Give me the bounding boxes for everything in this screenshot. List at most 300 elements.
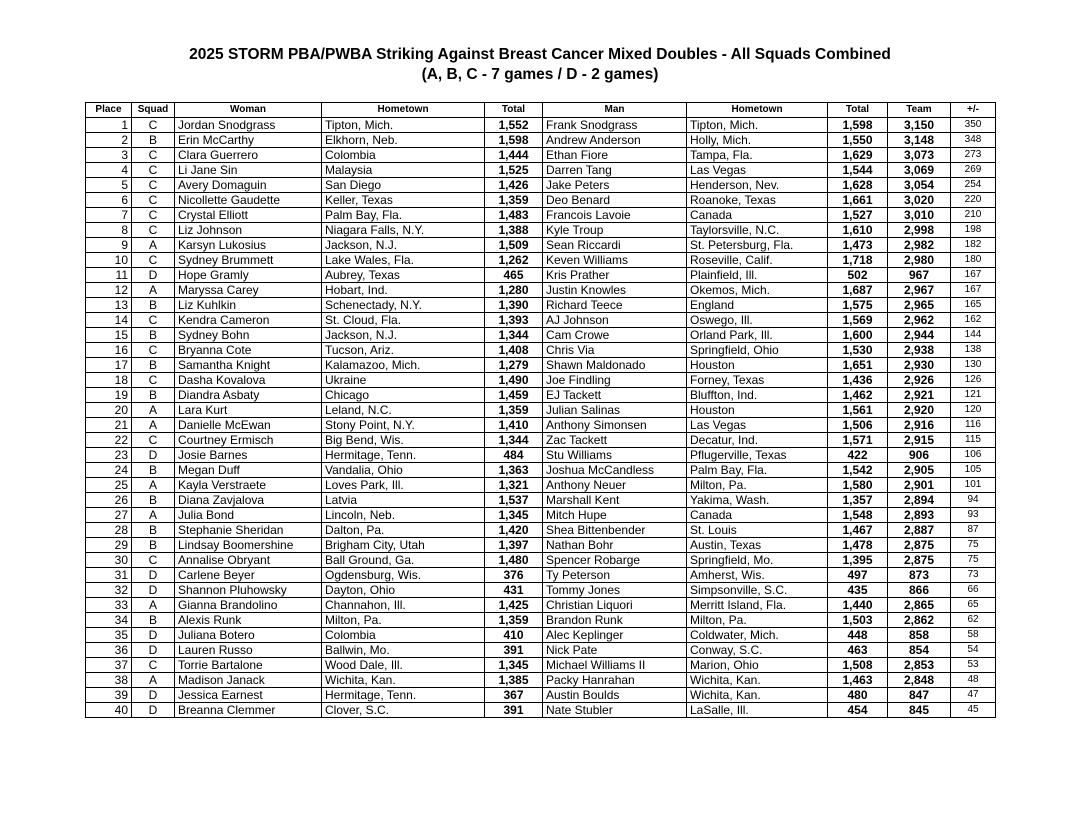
team-cell: 967 — [888, 268, 951, 283]
man-hometown-cell: Marion, Ohio — [687, 658, 828, 673]
place-cell: 21 — [86, 418, 132, 433]
place-cell: 15 — [86, 328, 132, 343]
woman-total-cell: 1,393 — [485, 313, 543, 328]
woman-hometown-cell: Elkhorn, Neb. — [322, 133, 485, 148]
woman-cell: Torrie Bartalone — [175, 658, 322, 673]
man-hometown-cell: Milton, Pa. — [687, 613, 828, 628]
man-cell: Spencer Robarge — [543, 553, 687, 568]
woman-cell: Carlene Beyer — [175, 568, 322, 583]
woman-total-cell: 1,425 — [485, 598, 543, 613]
place-cell: 36 — [86, 643, 132, 658]
man-cell: Sean Riccardi — [543, 238, 687, 253]
man-hometown-cell: Springfield, Mo. — [687, 553, 828, 568]
man-cell: Marshall Kent — [543, 493, 687, 508]
place-cell: 20 — [86, 403, 132, 418]
man-total-cell: 1,718 — [828, 253, 888, 268]
man-total-cell: 1,462 — [828, 388, 888, 403]
man-cell: Tommy Jones — [543, 583, 687, 598]
table-row — [86, 688, 996, 703]
squad-cell: A — [132, 283, 175, 298]
man-total-cell: 1,436 — [828, 373, 888, 388]
squad-cell: A — [132, 673, 175, 688]
place-cell: 29 — [86, 538, 132, 553]
woman-cell: Josie Barnes — [175, 448, 322, 463]
man-hometown-cell: Las Vegas — [687, 163, 828, 178]
woman-cell: Stephanie Sheridan — [175, 523, 322, 538]
team-cell: 2,965 — [888, 298, 951, 313]
table-row — [86, 388, 996, 403]
woman-total-cell: 1,390 — [485, 298, 543, 313]
man-total-cell: 1,651 — [828, 358, 888, 373]
woman-hometown-cell: Dayton, Ohio — [322, 583, 485, 598]
place-cell: 24 — [86, 463, 132, 478]
squad-cell: B — [132, 523, 175, 538]
squad-cell: D — [132, 628, 175, 643]
woman-total-cell: 1,262 — [485, 253, 543, 268]
team-cell: 2,848 — [888, 673, 951, 688]
woman-cell: Annalise Obryant — [175, 553, 322, 568]
table-row — [86, 298, 996, 313]
woman-hometown-cell: Latvia — [322, 493, 485, 508]
man-total-cell: 1,550 — [828, 133, 888, 148]
woman-total-cell: 1,344 — [485, 433, 543, 448]
man-cell: Nathan Bohr — [543, 538, 687, 553]
table-row — [86, 208, 996, 223]
man-total-cell: 463 — [828, 643, 888, 658]
man-total-cell: 1,569 — [828, 313, 888, 328]
man-total-cell: 1,548 — [828, 508, 888, 523]
table-row — [86, 253, 996, 268]
woman-hometown-cell: Jackson, N.J. — [322, 328, 485, 343]
woman-hometown-cell: Lincoln, Neb. — [322, 508, 485, 523]
woman-cell: Avery Domaguin — [175, 178, 322, 193]
table-row — [86, 403, 996, 418]
diff-cell: 120 — [951, 403, 996, 418]
man-cell: Kyle Troup — [543, 223, 687, 238]
place-cell: 25 — [86, 478, 132, 493]
team-cell: 873 — [888, 568, 951, 583]
woman-cell: Danielle McEwan — [175, 418, 322, 433]
woman-cell: Diandra Asbaty — [175, 388, 322, 403]
man-cell: EJ Tackett — [543, 388, 687, 403]
woman-cell: Jordan Snodgrass — [175, 118, 322, 133]
squad-cell: D — [132, 268, 175, 283]
man-hometown-cell: Decatur, Ind. — [687, 433, 828, 448]
woman-cell: Clara Guerrero — [175, 148, 322, 163]
team-cell: 2,962 — [888, 313, 951, 328]
team-cell: 2,887 — [888, 523, 951, 538]
woman-hometown-cell: Dalton, Pa. — [322, 523, 485, 538]
man-hometown-cell: Canada — [687, 208, 828, 223]
woman-total-cell: 1,363 — [485, 463, 543, 478]
woman-hometown-cell: Palm Bay, Fla. — [322, 208, 485, 223]
woman-cell: Juliana Botero — [175, 628, 322, 643]
woman-hometown-cell: Ukraine — [322, 373, 485, 388]
page-subtitle: (A, B, C - 7 games / D - 2 games) — [421, 66, 659, 83]
diff-cell: 350 — [951, 118, 996, 133]
place-cell: 9 — [86, 238, 132, 253]
man-total-cell: 448 — [828, 628, 888, 643]
man-hometown-cell: Yakima, Wash. — [687, 493, 828, 508]
squad-cell: D — [132, 583, 175, 598]
place-cell: 39 — [86, 688, 132, 703]
squad-cell: B — [132, 298, 175, 313]
diff-cell: 94 — [951, 493, 996, 508]
team-cell: 2,893 — [888, 508, 951, 523]
header-place: Place — [86, 103, 132, 118]
table-row — [86, 673, 996, 688]
woman-hometown-cell: Schenectady, N.Y. — [322, 298, 485, 313]
diff-cell: 126 — [951, 373, 996, 388]
man-hometown-cell: St. Louis — [687, 523, 828, 538]
woman-total-cell: 484 — [485, 448, 543, 463]
diff-cell: 220 — [951, 193, 996, 208]
man-cell: Chris Via — [543, 343, 687, 358]
place-cell: 7 — [86, 208, 132, 223]
woman-cell: Shannon Pluhowsky — [175, 583, 322, 598]
woman-total-cell: 1,410 — [485, 418, 543, 433]
woman-total-cell: 1,321 — [485, 478, 543, 493]
man-hometown-cell: Canada — [687, 508, 828, 523]
team-cell: 2,916 — [888, 418, 951, 433]
woman-total-cell: 1,459 — [485, 388, 543, 403]
woman-hometown-cell: Vandalia, Ohio — [322, 463, 485, 478]
woman-total-cell: 1,537 — [485, 493, 543, 508]
man-total-cell: 1,395 — [828, 553, 888, 568]
place-cell: 40 — [86, 703, 132, 718]
team-cell: 3,148 — [888, 133, 951, 148]
woman-cell: Karsyn Lukosius — [175, 238, 322, 253]
man-total-cell: 1,661 — [828, 193, 888, 208]
woman-total-cell: 1,279 — [485, 358, 543, 373]
woman-cell: Nicollette Gaudette — [175, 193, 322, 208]
squad-cell: C — [132, 163, 175, 178]
man-total-cell: 1,440 — [828, 598, 888, 613]
squad-cell: C — [132, 343, 175, 358]
woman-cell: Gianna Brandolino — [175, 598, 322, 613]
man-hometown-cell: Las Vegas — [687, 418, 828, 433]
table-row — [86, 268, 996, 283]
squad-cell: D — [132, 703, 175, 718]
team-cell: 3,020 — [888, 193, 951, 208]
team-cell: 2,920 — [888, 403, 951, 418]
man-hometown-cell: LaSalle, Ill. — [687, 703, 828, 718]
man-hometown-cell: Pflugerville, Texas — [687, 448, 828, 463]
woman-total-cell: 391 — [485, 703, 543, 718]
woman-cell: Megan Duff — [175, 463, 322, 478]
man-hometown-cell: England — [687, 298, 828, 313]
table-row — [86, 643, 996, 658]
woman-total-cell: 465 — [485, 268, 543, 283]
team-cell: 866 — [888, 583, 951, 598]
man-total-cell: 1,571 — [828, 433, 888, 448]
man-cell: Justin Knowles — [543, 283, 687, 298]
table-row — [86, 133, 996, 148]
place-cell: 2 — [86, 133, 132, 148]
diff-cell: 130 — [951, 358, 996, 373]
diff-cell: 75 — [951, 553, 996, 568]
place-cell: 12 — [86, 283, 132, 298]
man-hometown-cell: Houston — [687, 358, 828, 373]
man-cell: Richard Teece — [543, 298, 687, 313]
table-row — [86, 148, 996, 163]
header-woman-hometown: Hometown — [322, 103, 485, 118]
team-cell: 2,930 — [888, 358, 951, 373]
page-title: 2025 STORM PBA/PWBA Striking Against Breast Cancer Mixed Doubles - All Squads Combined — [189, 46, 891, 63]
header-man-hometown: Hometown — [687, 103, 828, 118]
table-row — [86, 613, 996, 628]
man-hometown-cell: Conway, S.C. — [687, 643, 828, 658]
woman-hometown-cell: Jackson, N.J. — [322, 238, 485, 253]
squad-cell: B — [132, 613, 175, 628]
man-total-cell: 1,575 — [828, 298, 888, 313]
woman-hometown-cell: Hermitage, Tenn. — [322, 448, 485, 463]
team-cell: 3,069 — [888, 163, 951, 178]
woman-hometown-cell: Malaysia — [322, 163, 485, 178]
table-row — [86, 283, 996, 298]
man-hometown-cell: Palm Bay, Fla. — [687, 463, 828, 478]
squad-cell: A — [132, 403, 175, 418]
man-hometown-cell: Forney, Texas — [687, 373, 828, 388]
place-cell: 10 — [86, 253, 132, 268]
man-total-cell: 1,527 — [828, 208, 888, 223]
team-cell: 2,944 — [888, 328, 951, 343]
place-cell: 30 — [86, 553, 132, 568]
woman-total-cell: 1,444 — [485, 148, 543, 163]
team-cell: 2,905 — [888, 463, 951, 478]
woman-total-cell: 1,426 — [485, 178, 543, 193]
diff-cell: 269 — [951, 163, 996, 178]
diff-cell: 62 — [951, 613, 996, 628]
man-hometown-cell: Amherst, Wis. — [687, 568, 828, 583]
squad-cell: C — [132, 553, 175, 568]
place-cell: 16 — [86, 343, 132, 358]
woman-cell: Kayla Verstraete — [175, 478, 322, 493]
man-total-cell: 1,598 — [828, 118, 888, 133]
squad-cell: D — [132, 568, 175, 583]
squad-cell: C — [132, 433, 175, 448]
diff-cell: 254 — [951, 178, 996, 193]
place-cell: 19 — [86, 388, 132, 403]
man-total-cell: 1,629 — [828, 148, 888, 163]
man-total-cell: 1,357 — [828, 493, 888, 508]
man-cell: Stu Williams — [543, 448, 687, 463]
place-cell: 14 — [86, 313, 132, 328]
man-total-cell: 1,561 — [828, 403, 888, 418]
woman-total-cell: 1,359 — [485, 403, 543, 418]
squad-cell: A — [132, 598, 175, 613]
squad-cell: B — [132, 538, 175, 553]
woman-cell: Maryssa Carey — [175, 283, 322, 298]
woman-hometown-cell: Stony Point, N.Y. — [322, 418, 485, 433]
diff-cell: 115 — [951, 433, 996, 448]
woman-total-cell: 1,408 — [485, 343, 543, 358]
man-hometown-cell: Tipton, Mich. — [687, 118, 828, 133]
man-cell: Mitch Hupe — [543, 508, 687, 523]
woman-cell: Hope Gramly — [175, 268, 322, 283]
diff-cell: 138 — [951, 343, 996, 358]
squad-cell: D — [132, 643, 175, 658]
diff-cell: 58 — [951, 628, 996, 643]
woman-total-cell: 1,483 — [485, 208, 543, 223]
man-cell: Keven Williams — [543, 253, 687, 268]
team-cell: 858 — [888, 628, 951, 643]
team-cell: 2,980 — [888, 253, 951, 268]
man-hometown-cell: St. Petersburg, Fla. — [687, 238, 828, 253]
diff-cell: 121 — [951, 388, 996, 403]
man-cell: Jake Peters — [543, 178, 687, 193]
team-cell: 2,967 — [888, 283, 951, 298]
woman-cell: Jessica Earnest — [175, 688, 322, 703]
woman-hometown-cell: Ogdensburg, Wis. — [322, 568, 485, 583]
woman-hometown-cell: Tipton, Mich. — [322, 118, 485, 133]
woman-cell: Erin McCarthy — [175, 133, 322, 148]
place-cell: 6 — [86, 193, 132, 208]
squad-cell: D — [132, 448, 175, 463]
diff-cell: 167 — [951, 268, 996, 283]
diff-cell: 165 — [951, 298, 996, 313]
woman-cell: Lindsay Boomershine — [175, 538, 322, 553]
squad-cell: C — [132, 313, 175, 328]
man-cell: Andrew Anderson — [543, 133, 687, 148]
man-total-cell: 497 — [828, 568, 888, 583]
diff-cell: 106 — [951, 448, 996, 463]
woman-total-cell: 1,388 — [485, 223, 543, 238]
diff-cell: 101 — [951, 478, 996, 493]
header-row — [86, 103, 996, 118]
squad-cell: B — [132, 463, 175, 478]
man-hometown-cell: Roanoke, Texas — [687, 193, 828, 208]
table-row — [86, 478, 996, 493]
woman-cell: Sydney Bohn — [175, 328, 322, 343]
man-cell: Francois Lavoie — [543, 208, 687, 223]
woman-hometown-cell: Chicago — [322, 388, 485, 403]
man-total-cell: 502 — [828, 268, 888, 283]
man-cell: Brandon Runk — [543, 613, 687, 628]
place-cell: 13 — [86, 298, 132, 313]
woman-hometown-cell: Ballwin, Mo. — [322, 643, 485, 658]
woman-total-cell: 1,345 — [485, 658, 543, 673]
woman-total-cell: 1,280 — [485, 283, 543, 298]
woman-cell: Lara Kurt — [175, 403, 322, 418]
woman-hometown-cell: Wichita, Kan. — [322, 673, 485, 688]
team-cell: 906 — [888, 448, 951, 463]
place-cell: 8 — [86, 223, 132, 238]
diff-cell: 45 — [951, 703, 996, 718]
man-hometown-cell: Henderson, Nev. — [687, 178, 828, 193]
man-cell: Anthony Neuer — [543, 478, 687, 493]
man-hometown-cell: Taylorsville, N.C. — [687, 223, 828, 238]
man-cell: Deo Benard — [543, 193, 687, 208]
man-total-cell: 1,506 — [828, 418, 888, 433]
place-cell: 5 — [86, 178, 132, 193]
squad-cell: A — [132, 418, 175, 433]
man-total-cell: 1,580 — [828, 478, 888, 493]
woman-total-cell: 431 — [485, 583, 543, 598]
header-man: Man — [543, 103, 687, 118]
man-hometown-cell: Springfield, Ohio — [687, 343, 828, 358]
diff-cell: 162 — [951, 313, 996, 328]
table-row — [86, 553, 996, 568]
table-row — [86, 448, 996, 463]
team-cell: 2,998 — [888, 223, 951, 238]
man-total-cell: 1,610 — [828, 223, 888, 238]
squad-cell: B — [132, 388, 175, 403]
man-hometown-cell: Tampa, Fla. — [687, 148, 828, 163]
team-cell: 845 — [888, 703, 951, 718]
table-row — [86, 328, 996, 343]
woman-total-cell: 1,552 — [485, 118, 543, 133]
woman-total-cell: 1,525 — [485, 163, 543, 178]
team-cell: 3,150 — [888, 118, 951, 133]
table-row — [86, 463, 996, 478]
woman-hometown-cell: Kalamazoo, Mich. — [322, 358, 485, 373]
table-row — [86, 418, 996, 433]
man-hometown-cell: Wichita, Kan. — [687, 673, 828, 688]
woman-total-cell: 391 — [485, 643, 543, 658]
man-total-cell: 1,503 — [828, 613, 888, 628]
man-cell: AJ Johnson — [543, 313, 687, 328]
table-row — [86, 178, 996, 193]
place-cell: 18 — [86, 373, 132, 388]
woman-cell: Bryanna Cote — [175, 343, 322, 358]
table-row — [86, 193, 996, 208]
woman-hometown-cell: St. Cloud, Fla. — [322, 313, 485, 328]
man-hometown-cell: Merritt Island, Fla. — [687, 598, 828, 613]
squad-cell: C — [132, 658, 175, 673]
man-hometown-cell: Okemos, Mich. — [687, 283, 828, 298]
place-cell: 37 — [86, 658, 132, 673]
team-cell: 3,054 — [888, 178, 951, 193]
man-cell: Cam Crowe — [543, 328, 687, 343]
place-cell: 31 — [86, 568, 132, 583]
standings-table — [85, 102, 996, 718]
diff-cell: 73 — [951, 568, 996, 583]
man-total-cell: 1,478 — [828, 538, 888, 553]
man-cell: Packy Hanrahan — [543, 673, 687, 688]
woman-hometown-cell: Brigham City, Utah — [322, 538, 485, 553]
squad-cell: B — [132, 133, 175, 148]
man-cell: Christian Liquori — [543, 598, 687, 613]
man-hometown-cell: Plainfield, Ill. — [687, 268, 828, 283]
woman-hometown-cell: Hermitage, Tenn. — [322, 688, 485, 703]
woman-total-cell: 1,490 — [485, 373, 543, 388]
man-total-cell: 1,628 — [828, 178, 888, 193]
table-row — [86, 493, 996, 508]
woman-total-cell: 1,344 — [485, 328, 543, 343]
squad-cell: C — [132, 193, 175, 208]
diff-cell: 54 — [951, 643, 996, 658]
place-cell: 34 — [86, 613, 132, 628]
table-row — [86, 658, 996, 673]
man-cell: Shawn Maldonado — [543, 358, 687, 373]
diff-cell: 93 — [951, 508, 996, 523]
woman-cell: Liz Kuhlkin — [175, 298, 322, 313]
man-cell: Joe Findling — [543, 373, 687, 388]
woman-total-cell: 1,420 — [485, 523, 543, 538]
woman-total-cell: 1,598 — [485, 133, 543, 148]
diff-cell: 105 — [951, 463, 996, 478]
diff-cell: 182 — [951, 238, 996, 253]
squad-cell: A — [132, 508, 175, 523]
table-row — [86, 343, 996, 358]
team-cell: 2,853 — [888, 658, 951, 673]
table-row — [86, 598, 996, 613]
woman-cell: Alexis Runk — [175, 613, 322, 628]
woman-total-cell: 376 — [485, 568, 543, 583]
woman-hometown-cell: Wood Dale, Ill. — [322, 658, 485, 673]
place-cell: 4 — [86, 163, 132, 178]
